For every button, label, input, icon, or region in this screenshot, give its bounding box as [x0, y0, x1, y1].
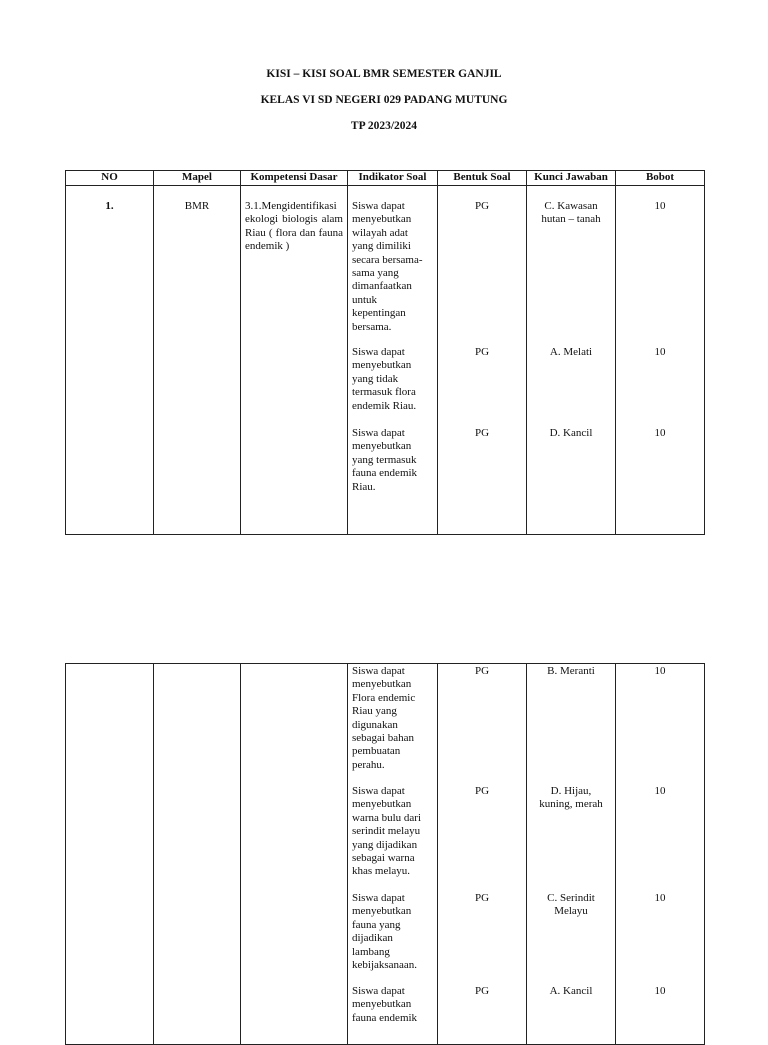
table-header-row: [66, 171, 705, 186]
header-indikator-soal: Indikator Soal: [348, 171, 438, 186]
indikator-item: Siswa dapat menyebutkan warna bulu dari serindit melayu yang dijadikan sebagai warna khas melayu.: [352, 785, 422, 878]
document-subtitle-year: TP 2023/2024: [350, 120, 418, 132]
mapel-cell: BMR: [154, 186, 241, 535]
document-subtitle-class: KELAS VI SD NEGERI 029 PADANG MUTUNG: [260, 94, 508, 106]
bobot-value: 10: [654, 346, 666, 358]
document-title: KISI – KISI SOAL BMR SEMESTER GANJIL: [266, 68, 502, 80]
bentuk-soal-value: PG: [474, 985, 490, 997]
kunci-jawaban-column: [527, 186, 616, 535]
kisi-table-page1: [65, 170, 705, 535]
bentuk-soal-value: PG: [474, 200, 490, 212]
header-kompetensi-dasar: Kompetensi Dasar: [241, 171, 348, 186]
kunci-jawaban-value: D. Hijau, kuning, merah: [539, 785, 603, 811]
kunci-jawaban-column: [527, 664, 616, 1045]
kunci-jawaban-value: D. Kancil: [549, 427, 593, 439]
kunci-jawaban-value: C. Serindit Melayu: [547, 892, 595, 918]
table-row: [66, 664, 705, 1045]
bobot-column: [616, 664, 705, 1045]
bentuk-soal-value: PG: [474, 665, 490, 677]
indikator-item: Siswa dapat menyebutkan fauna yang dijadikan lambang kebijaksanaan.: [352, 892, 418, 972]
header-mapel: Mapel: [154, 171, 241, 186]
kisi-table-page2: [65, 663, 705, 1045]
indikator-item: Siswa dapat menyebutkan yang termasuk fauna endemik Riau.: [352, 427, 418, 493]
indikator-item: Siswa dapat menyebutkan Flora endemic Riau yang digunakan sebagai bahan pembuatan perahu.: [352, 665, 416, 771]
row-number-empty: [66, 664, 154, 1045]
bentuk-soal-column: [438, 664, 527, 1045]
indikator-item: Siswa dapat menyebutkan yang tidak termasuk flora endemik Riau.: [352, 346, 417, 412]
header-no: NO: [66, 171, 154, 186]
bentuk-soal-value: PG: [474, 346, 490, 358]
bobot-value: 10: [654, 427, 666, 439]
bobot-value: 10: [654, 665, 666, 677]
kunci-jawaban-value: A. Melati: [549, 346, 593, 358]
indikator-item: Siswa dapat menyebutkan fauna endemik: [352, 985, 418, 1024]
bobot-column: [616, 186, 705, 535]
row-number: 1.: [66, 186, 154, 535]
kompetensi-dasar-cell-empty: [241, 664, 348, 1045]
bentuk-soal-column: [438, 186, 527, 535]
indikator-item: Siswa dapat menyebutkan wilayah adat yang dimiliki secara bersama- sama yang dimanfaatkan untuk kepentingan bersama.: [352, 200, 423, 333]
kunci-jawaban-value: C. Kawasan hutan – tanah: [541, 200, 601, 226]
header-kunci-jawaban: Kunci Jawaban: [527, 171, 616, 186]
bentuk-soal-value: PG: [474, 427, 490, 439]
header-bobot: Bobot: [616, 171, 705, 186]
kompetensi-dasar-cell: 3.1.Mengidentifikasi ekologi biologis alam Riau ( flora dan fauna endemik ): [241, 186, 348, 535]
mapel-cell-empty: [154, 664, 241, 1045]
bentuk-soal-value: PG: [474, 892, 490, 904]
bobot-value: 10: [654, 785, 666, 797]
indikator-column: [348, 186, 438, 535]
bobot-value: 10: [654, 892, 666, 904]
header-bentuk-soal: Bentuk Soal: [438, 171, 527, 186]
kunci-jawaban-value: B. Meranti: [547, 665, 595, 677]
indikator-column: [348, 664, 438, 1045]
bobot-value: 10: [654, 200, 666, 212]
bobot-value: 10: [654, 985, 666, 997]
kunci-jawaban-value: A. Kancil: [549, 985, 593, 997]
bentuk-soal-value: PG: [474, 785, 490, 797]
table-row: [66, 186, 705, 535]
